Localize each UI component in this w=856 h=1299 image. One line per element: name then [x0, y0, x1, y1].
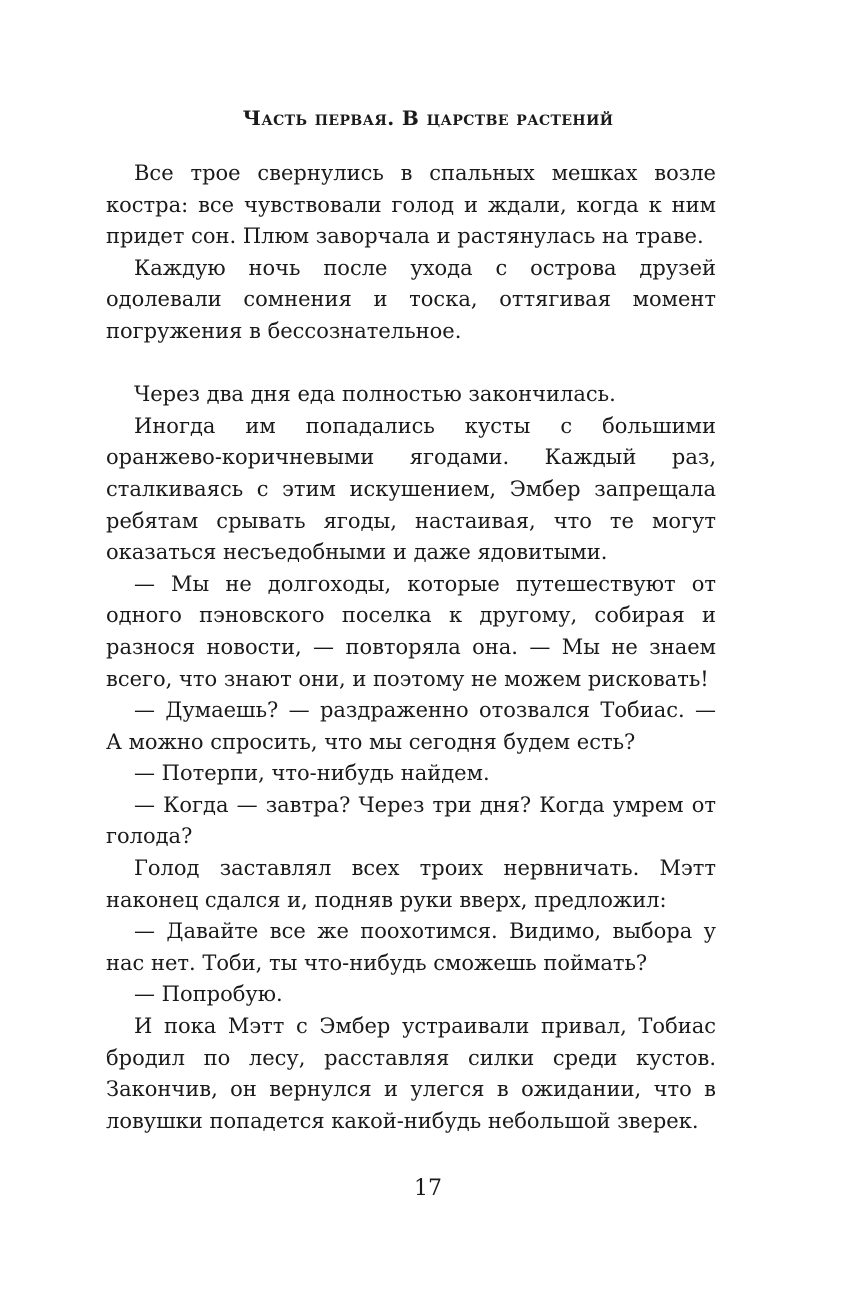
paragraph: Через два дня еда полностью закончилась.: [134, 382, 616, 407]
dialogue-paragraph: — Когда — завтра? Через три дня? Когда умрем от голода?: [106, 792, 716, 849]
paragraph: Голод заставлял всех троих нервничать. Мэтт наконец сдался и, подняв руки вверх, предложил:: [106, 856, 716, 912]
dialogue-paragraph: — Давайте все же поохотимся. Видимо, выбора у нас нет. Тоби, ты что-нибудь сможешь поймать?: [106, 919, 716, 975]
paragraph: Иногда им попадались кусты с большими оранжево-коричневыми ягодами. Каждый раз, сталкиваясь с этим искушением, Эмбер запрещала ребятам срывать ягоды, настаивая, что те могут оказаться несъедобными и даже ядовитыми.: [106, 413, 716, 565]
paragraph: Все трое свернулись в спальных мешках возле костра: все чувствовали голод и ждали, когда к ним придет сон. Плюм заворчала и растянулась на траве.: [106, 161, 716, 249]
dialogue-paragraph: — Думаешь? — раздраженно отозвался Тобиас. — А можно спросить, что мы сегодня будем есть?: [106, 698, 716, 754]
running-head: Часть первая. В царстве растений: [242, 106, 614, 130]
body-text: [106, 158, 716, 1137]
dialogue-paragraph: — Мы не долгоходы, которые путешествуют от одного пэновского поселка к другому, собирая и разнося новости, — повторяла она. — Мы не знаем всего, что знают они, и поэтому не можем рисковать!: [106, 571, 716, 691]
dialogue-paragraph: — Попробую.: [134, 982, 283, 1007]
dialogue-paragraph: — Потерпи, что-нибудь найдем.: [134, 761, 490, 786]
paragraph: И пока Мэтт с Эмбер устраивали привал, Тобиас бродил по лесу, расставляя силки среди кустов. Закончив, он вернулся и улегся в ожидании, что в ловушки попадется какой-нибудь небольшой зверек.: [106, 1014, 716, 1133]
paragraph: Каждую ночь после ухода с острова друзей одолевали сомнения и тоска, оттягивая момент погружения в бессознательное.: [106, 255, 716, 343]
page-number: 17: [414, 1176, 442, 1201]
